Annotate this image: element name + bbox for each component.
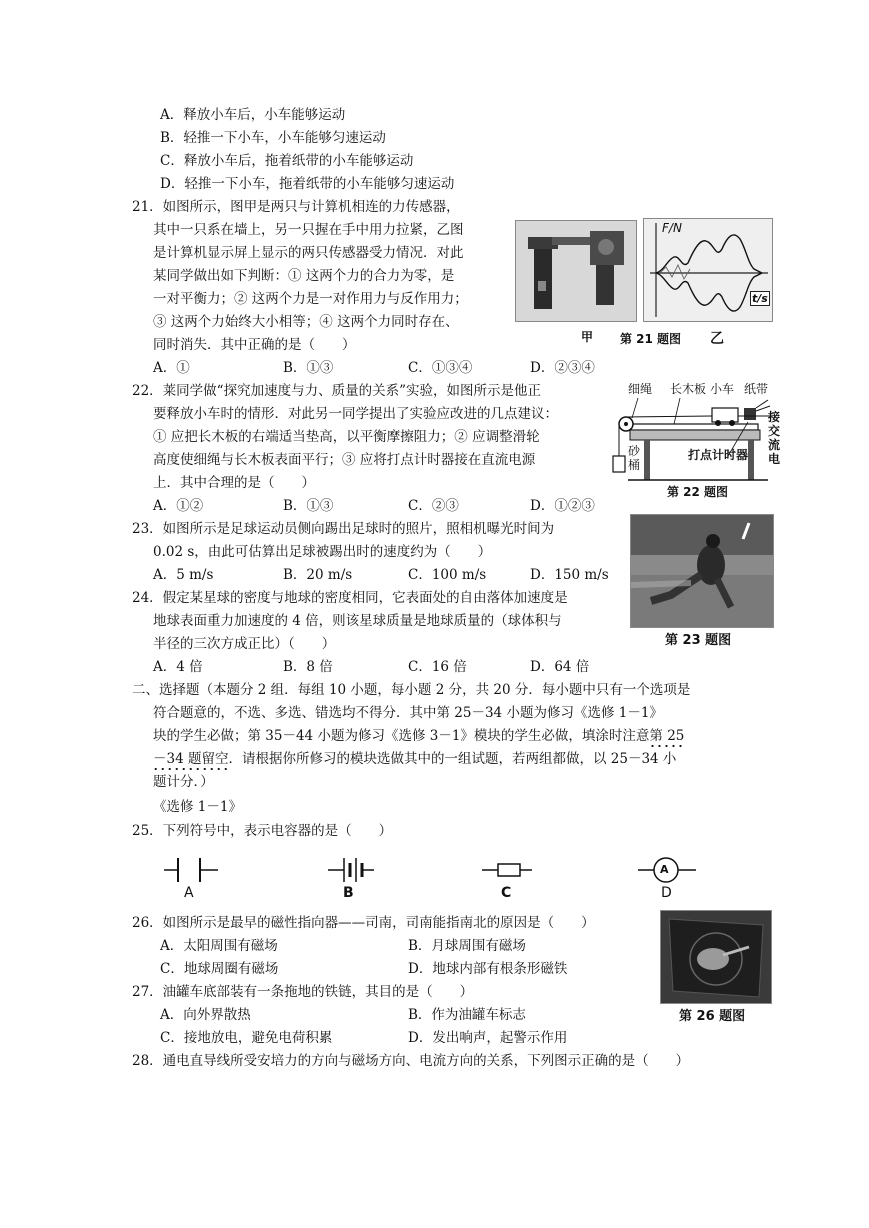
q24-line: 半径的三次方成正比）（ ） — [153, 636, 336, 652]
figure-caption-21: 第 21 题图 — [620, 332, 682, 346]
section-line: －34 题留空．请根据你所修习的模块选做其中的一组试题，若两组都做，以 25－34 小 — [153, 750, 676, 768]
q21-option-d: D．②③④ — [530, 360, 595, 376]
q21-line: 是计算机显示屏上显示的两只传感器受力情况．对此 — [153, 245, 464, 261]
label-ac: 交 — [768, 424, 781, 438]
symbol-label-d: D — [661, 885, 672, 901]
q27-option-b: B．作为油罐车标志 — [408, 1007, 526, 1023]
q21-option-b: B．①③ — [283, 360, 334, 376]
q23-line: 0.02 s，由此可估算出足球被踢出时的速度约为（ ） — [153, 544, 492, 560]
q21-line: 同时消失．其中正确的是（ ） — [153, 337, 356, 353]
section-line: 符合题意的，不选、多选、错选均不得分．其中第 25－34 小题为修习《选修 1－1》 — [153, 705, 663, 721]
label-board: 长木板 — [670, 382, 707, 396]
q24-option-c: C．16 倍 — [408, 659, 467, 675]
q22-line: ① 应把长木板的右端适当垫高，以平衡摩擦阻力；② 应调整滑轮 — [153, 429, 540, 445]
force-time-graph — [643, 218, 773, 322]
graph-x-axis-label: t/s — [752, 292, 768, 305]
q22-option-a: A．①② — [153, 498, 204, 514]
q21-line: 21．如图所示，图甲是两只与计算机相连的力传感器， — [132, 199, 460, 215]
figure-caption-26: 第 26 题图 — [679, 1009, 746, 1024]
symbol-label-b: B — [343, 885, 354, 901]
q24-option-b: B．8 倍 — [283, 659, 333, 675]
q22-line: 要释放小车时的情形．对此另一同学提出了实验应改进的几点建议： — [153, 406, 558, 422]
q22-option-c: C．②③ — [408, 498, 459, 514]
q24-option-a: A．4 倍 — [153, 659, 203, 675]
q23-option-a: A．5 m/s — [153, 567, 214, 583]
label-ac: 接 — [768, 410, 781, 424]
label-bucket: 桶 — [628, 458, 641, 472]
q26-option-b: B．月球周围有磁场 — [408, 938, 526, 954]
figure-caption-23: 第 23 题图 — [665, 633, 732, 648]
section-line: 块的学生必做；第 35－44 小题为修习《选修 3－1》模块的学生必做，填涂时注意第 25 — [153, 727, 684, 745]
q23-option-d: D．150 m/s — [530, 567, 609, 583]
q27-option-d: D．发出响声，起警示作用 — [408, 1030, 568, 1046]
q22-option-d: D．①②③ — [530, 498, 595, 514]
q24-line: 24．假定某星球的密度与地球的密度相同，它表面处的自由落体加速度是 — [132, 590, 568, 606]
label-tape: 纸带 — [744, 382, 769, 396]
q26-option-c: C．地球周圈有磁场 — [160, 961, 279, 977]
force-sensors-photo — [515, 220, 637, 322]
graph-y-axis-label: F/N — [662, 221, 682, 235]
q22-line: 上．其中合理的是（ ） — [153, 475, 315, 491]
figure-label-yi: 乙 — [710, 331, 724, 347]
q23-line: 23．如图所示是足球运动员侧向踢出足球时的照片，照相机曝光时间为 — [132, 521, 555, 537]
label-timer: 打点计时器 — [688, 448, 749, 462]
q26-option-d: D．地球内部有根条形磁铁 — [408, 961, 568, 977]
q22-line: 22．莱同学做“探究加速度与力、质量的关系”实验，如图所示是他正 — [132, 383, 541, 399]
ammeter-letter: A — [660, 863, 669, 876]
acceleration-experiment-diagram — [608, 378, 783, 498]
q20-option-a: A．释放小车后，小车能够运动 — [160, 107, 346, 123]
q25-stem: 25．下列符号中，表示电容器的是（ ） — [132, 823, 393, 839]
sinan-compass-photo — [660, 910, 772, 1004]
label-cart: 小车 — [710, 382, 735, 396]
circuit-symbols — [160, 850, 720, 890]
q26-option-a: A．太阳周围有磁场 — [160, 938, 278, 954]
symbol-label-c: C — [501, 885, 512, 901]
q27-option-c: C．接地放电，避免电荷积累 — [160, 1030, 333, 1046]
label-ac: 电 — [768, 452, 781, 466]
module-title: 《选修 1－1》 — [153, 799, 242, 815]
football-photo — [630, 514, 774, 628]
symbol-b — [328, 858, 374, 882]
q23-option-b: B．20 m/s — [283, 567, 353, 583]
q21-option-a: A．① — [153, 360, 190, 376]
q21-line: ③ 这两个力始终大小相等；④ 这两个力同时存在、 — [153, 314, 459, 330]
q24-option-d: D．64 倍 — [530, 659, 590, 675]
q21-line: 其中一只系在墙上，另一只握在手中用力拉紧，乙图 — [153, 222, 464, 238]
figure-label-jia: 甲 — [581, 330, 594, 344]
section-line: 题计分．） — [153, 774, 214, 790]
q27-option-a: A．向外界散热 — [160, 1007, 251, 1023]
section-line: 二、选择题（本题分 2 组．每组 10 小题，每小题 2 分，共 20 分．每小题中只有一个选项是 — [132, 682, 691, 698]
q20-option-b: B．轻推一下小车，小车能够匀速运动 — [160, 130, 386, 146]
q20-option-c: C．释放小车后，拖着纸带的小车能够运动 — [160, 153, 414, 169]
figure-caption-22: 第 22 题图 — [667, 485, 729, 499]
q22-line: 高度使细绳与长木板表面平行；③ 应将打点计时器接在直流电源 — [153, 452, 536, 468]
q22-option-b: B．①③ — [283, 498, 334, 514]
q26-stem: 26．如图所示是最早的磁性指向器——司南，司南能指南北的原因是（ ） — [132, 915, 595, 931]
q21-line: 一对平衡力；② 这两个力是一对作用力与反作用力； — [153, 291, 468, 307]
q21-option-c: C．①③④ — [408, 360, 473, 376]
label-ac: 流 — [768, 438, 781, 452]
symbol-c — [482, 864, 532, 876]
q20-option-d: D．轻推一下小车，拖着纸带的小车能够匀速运动 — [160, 176, 455, 192]
q27-stem: 27．油罐车底部装有一条拖地的铁链，其目的是（ ） — [132, 984, 474, 1000]
label-sand: 砂 — [628, 444, 641, 458]
q28-stem: 28．通电直导线所受安培力的方向与磁场方向、电流方向的关系，下列图示正确的是（ ） — [132, 1053, 690, 1069]
symbol-a — [164, 858, 218, 882]
q24-line: 地球表面重力加速度的 4 倍，则该星球质量是地球质量的（球体积与 — [153, 613, 562, 629]
label-rope: 细绳 — [628, 382, 653, 396]
q21-line: 某同学做出如下判断：① 这两个力的合力为零，是 — [153, 268, 455, 284]
symbol-label-a: A — [184, 885, 194, 901]
q23-option-c: C．100 m/s — [408, 567, 487, 583]
